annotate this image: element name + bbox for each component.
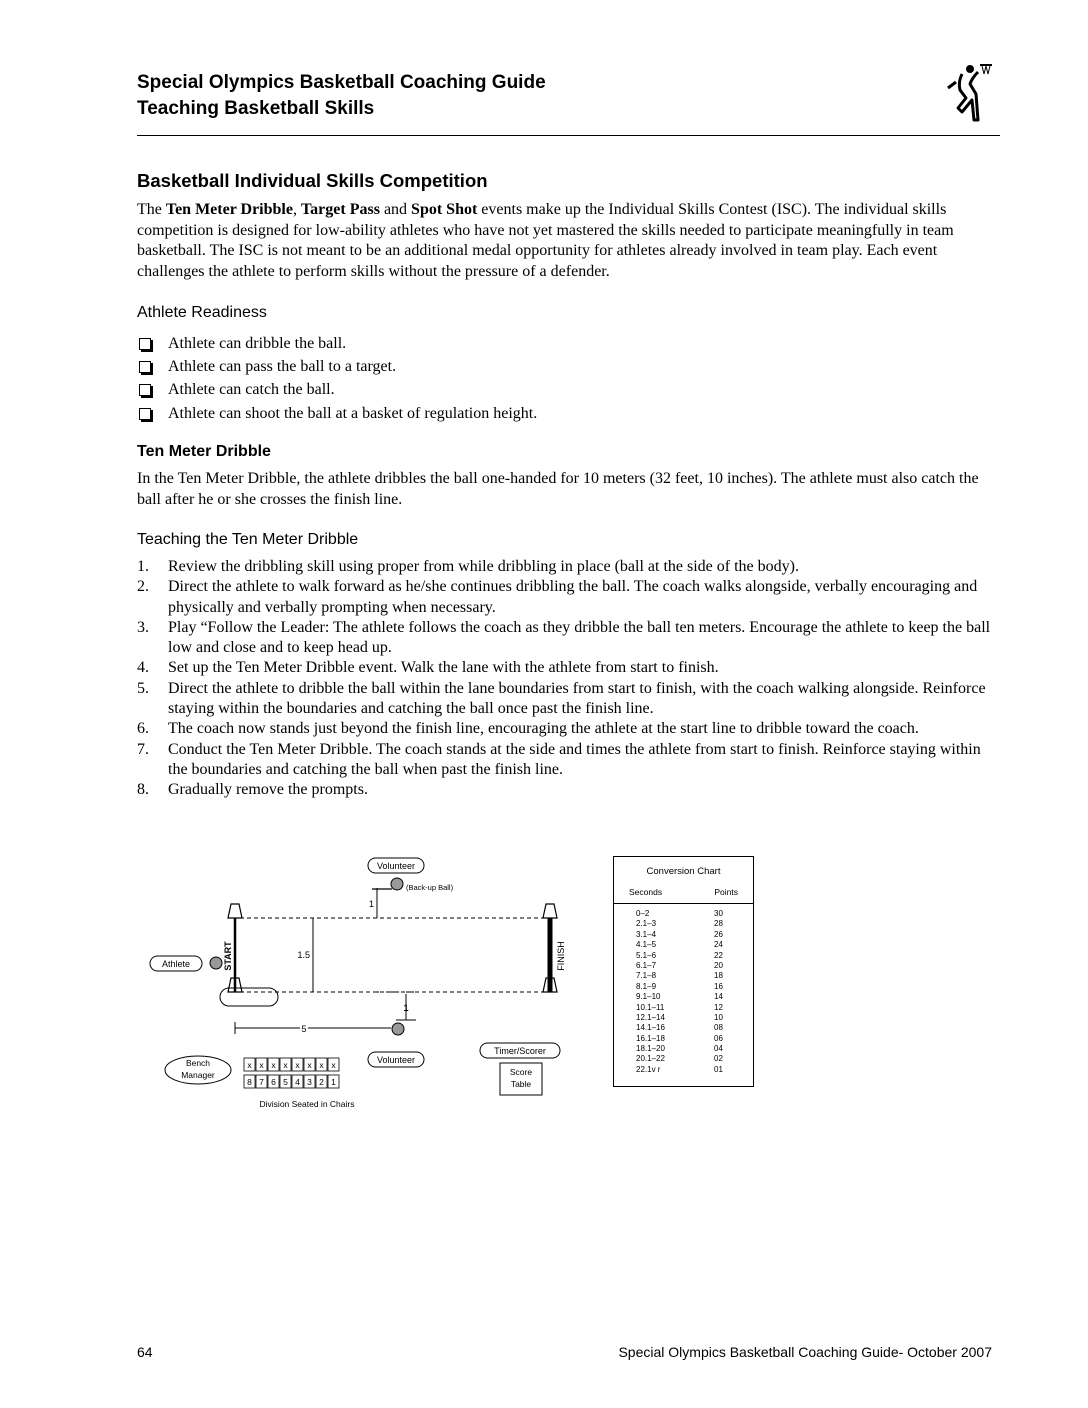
seconds-cell: 12.1–14: [636, 1012, 665, 1022]
ball-icon: [210, 957, 222, 969]
table-row: [636, 1013, 733, 1023]
dim-1-5: 1.5: [297, 950, 310, 960]
conversion-chart-header: [629, 887, 738, 897]
table-row: [636, 930, 733, 940]
list-item: 8. Gradually remove the prompts.: [137, 781, 368, 799]
section-title: Basketball Individual Skills Competition: [137, 170, 488, 191]
table-row: [636, 971, 733, 981]
table-row: [636, 940, 733, 950]
chair-mark: x: [271, 1060, 276, 1070]
page-number: 64: [137, 1344, 153, 1360]
table-row: [636, 992, 733, 1002]
seconds-cell: 8.1–9: [636, 981, 657, 991]
readiness-checklist: [137, 332, 537, 425]
list-item: 1. Review the dribbling skill using proper from while dribbling in place (ball at the side of the body).: [137, 558, 799, 575]
chair-number: 6: [271, 1077, 276, 1087]
chair-mark: x: [283, 1060, 288, 1070]
points-cell: 01: [714, 1064, 723, 1074]
chair-mark: x: [331, 1060, 336, 1070]
cone-icon: [228, 904, 242, 918]
header-rule: [137, 135, 1000, 136]
table-row: [636, 951, 733, 961]
division-label: Division Seated in Chairs: [259, 1099, 355, 1109]
points-cell: 30: [714, 909, 723, 918]
volunteer-bottom-label: Volunteer: [376, 1055, 416, 1065]
chair-mark: x: [259, 1060, 264, 1070]
table-row: [636, 961, 733, 971]
checkbox-icon: [139, 384, 151, 396]
seconds-cell: 2.1–3: [636, 919, 657, 929]
table-row: [636, 1023, 733, 1033]
table-row: [636, 919, 733, 929]
chair-number: 8: [247, 1077, 252, 1087]
points-cell: 02: [714, 1054, 723, 1064]
table-row: [636, 1003, 733, 1013]
footer-text: Special Olympics Basketball Coaching Guide- October 2007: [618, 1344, 992, 1360]
chair-number: 5: [283, 1077, 288, 1087]
chair-number: 4: [295, 1077, 300, 1087]
timer-scorer-label: Timer/Scorer: [494, 1046, 546, 1056]
checkbox-icon: [139, 361, 151, 373]
bench-label-1: Bench: [185, 1058, 211, 1068]
seconds-cell: 3.1–4: [636, 929, 657, 939]
intro-paragraph: The Ten Meter Dribble, Target Pass and Spot Shot events make up the Individual Skills Contest (ISC). The individual skills competition is designed for low-ability athletes who have not yet mastered the skills needed to participate meaningfully in team basketball. The ISC is not meant to be an additional medal opportunity for athletes already involved in team play. Each event challenges the athlete to perform skills without the pressure of a defender.: [137, 201, 954, 280]
seconds-cell: 14.1–16: [636, 1023, 665, 1033]
athlete-label: Athlete: [161, 959, 191, 969]
chair-number: 3: [307, 1077, 312, 1087]
cone-icon: [543, 904, 557, 918]
teaching-steps: [137, 557, 997, 801]
dribble-heading: Ten Meter Dribble: [137, 443, 271, 460]
points-cell: 24: [714, 940, 723, 950]
list-item: 6. The coach now stands just beyond the finish line, encouraging the athlete at the start line to dribble toward the coach.: [137, 720, 919, 738]
score-label-1: Score: [509, 1067, 533, 1077]
spot-shot-bold: Spot Shot: [411, 201, 478, 218]
volunteer-top-label: Volunteer: [376, 861, 416, 871]
conversion-chart-rule: [614, 903, 753, 904]
table-row: [636, 982, 733, 992]
table-row: [636, 1034, 733, 1044]
table-row: [636, 1054, 733, 1064]
table-row: [636, 1065, 733, 1075]
seconds-cell: 9.1–10: [636, 992, 661, 1002]
list-item: 7. Conduct the Ten Meter Dribble. The coach stands at the side and times the athlete from start to finish. Reinforce staying within the boundaries and catching the ball when past the finish line.: [137, 740, 981, 778]
points-cell: 04: [714, 1044, 723, 1054]
seconds-header: Seconds: [629, 887, 663, 897]
points-cell: 14: [714, 992, 723, 1002]
points-cell: 28: [714, 919, 723, 929]
chair-number: 7: [259, 1077, 264, 1087]
points-cell: 06: [714, 1033, 723, 1043]
seconds-cell: 6.1–7: [636, 960, 657, 970]
dribble-course-diagram: [140, 848, 580, 1118]
points-cell: 18: [714, 971, 723, 981]
seconds-cell: 10.1–11: [636, 1002, 665, 1012]
conversion-chart-rows: [636, 909, 733, 1075]
table-row: [636, 909, 733, 919]
table-row: [636, 1044, 733, 1054]
seconds-cell: 18.1–20: [636, 1044, 665, 1054]
seconds-cell: 20.1–22: [636, 1054, 665, 1064]
points-cell: 26: [714, 929, 723, 939]
list-item: 4. Set up the Ten Meter Dribble event. Walk the lane with the athlete from start to finish.: [137, 659, 719, 677]
finish-label: FINISH: [556, 941, 566, 971]
chair-mark: x: [307, 1060, 312, 1070]
guide-title: Special Olympics Basketball Coaching Guide: [137, 72, 546, 93]
score-label-2: Table: [510, 1079, 532, 1089]
seconds-cell: 5.1–6: [636, 950, 657, 960]
checkbox-icon: [139, 338, 151, 350]
list-item: Athlete can catch the ball.: [137, 379, 537, 402]
start-label: START: [223, 941, 233, 971]
basketball-player-logo-icon: [944, 62, 992, 132]
conversion-chart-title: Conversion Chart: [646, 866, 721, 877]
bench-label-2: Manager: [181, 1070, 215, 1080]
target-pass-bold: Target Pass: [300, 201, 380, 218]
points-cell: 12: [714, 1002, 723, 1012]
points-cell: 16: [714, 981, 723, 991]
seconds-cell: 7.1–8: [636, 971, 657, 981]
chair-grid: [244, 1058, 339, 1088]
list-item: 5. Direct the athlete to dribble the ball within the lane boundaries from start to finish, with the coach walking alongside. Reinforce staying within the boundaries and catching the ball once past the finish line.: [137, 679, 986, 718]
chair-mark: x: [295, 1060, 300, 1070]
chair-number: 2: [319, 1077, 324, 1087]
seconds-cell: 22.1v r: [636, 1064, 661, 1074]
ten-meter-dribble-bold: Ten Meter Dribble: [165, 201, 293, 218]
list-item: 2. Direct the athlete to walk forward as he/she continues dribbling the ball. The coach walks alongside, verbally encouraging and physically and verbally prompting when necessary.: [137, 578, 978, 616]
points-cell: 08: [714, 1023, 723, 1033]
seconds-cell: 0–2: [636, 909, 650, 918]
chapter-title: Teaching Basketball Skills: [137, 98, 375, 119]
teaching-heading: Teaching the Ten Meter Dribble: [137, 531, 359, 548]
backup-ball-icon: [391, 878, 403, 890]
seconds-cell: 16.1–18: [636, 1033, 665, 1043]
list-item: Athlete can pass the ball to a target.: [137, 355, 537, 378]
chair-mark: x: [247, 1060, 252, 1070]
seconds-cell: 4.1–5: [636, 940, 657, 950]
backup-ball-label: (Back-up Ball): [406, 883, 454, 892]
conversion-chart: [613, 856, 754, 1087]
list-item: Athlete can shoot the ball at a basket of regulation height.: [137, 402, 537, 425]
points-cell: 22: [714, 950, 723, 960]
readiness-heading: Athlete Readiness: [137, 304, 267, 321]
dribble-description: In the Ten Meter Dribble, the athlete dribbles the ball one-handed for 10 meters (32 feet, 10 inches). The athlete must also catch the ball after he or she crosses the finish line.: [137, 470, 979, 508]
dim-1-top: 1: [368, 899, 374, 909]
chair-mark: x: [319, 1060, 324, 1070]
header-title: [137, 70, 546, 122]
checkbox-icon: [139, 408, 151, 420]
points-cell: 20: [714, 960, 723, 970]
list-item: Athlete can dribble the ball.: [137, 332, 537, 355]
dim-1-bottom: 1: [403, 1003, 409, 1013]
dim-5: 5: [301, 1024, 307, 1034]
list-item: 3. Play “Follow the Leader: The athlete follows the coach as they dribble the ball ten meters. Encourage the athlete to keep the ball low and close and to keep head up.: [137, 618, 991, 657]
chair-number: 1: [331, 1077, 336, 1087]
points-header: Points: [714, 887, 738, 897]
ball-icon: [392, 1023, 404, 1035]
points-cell: 10: [714, 1012, 723, 1022]
